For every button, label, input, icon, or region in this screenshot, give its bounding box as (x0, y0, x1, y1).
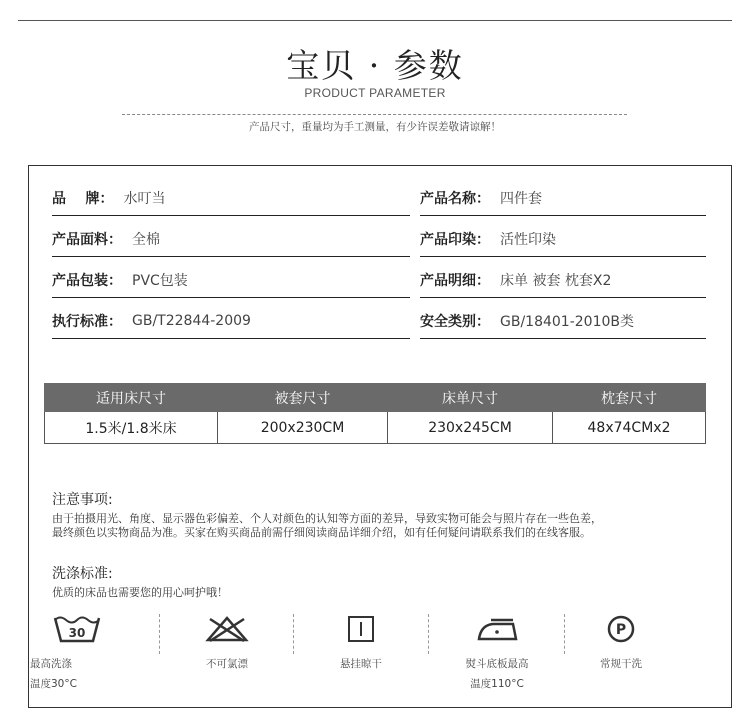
param-fabric (52, 222, 410, 257)
size-cell-sheet: 230x245CM (388, 412, 553, 444)
washing-heading: 洗涤标准: (52, 566, 113, 582)
care-caption-2: 温度30°C (30, 678, 77, 690)
size-header-duvet: 被套尺寸 (218, 384, 388, 412)
param-value: 水叮当 (123, 191, 166, 207)
param-printing (420, 222, 706, 257)
size-table (44, 383, 706, 444)
dry-clean-p-icon (566, 612, 676, 646)
top-divider (18, 20, 732, 21)
care-item-iron (442, 612, 552, 694)
page-subtitle: PRODUCT PARAMETER (304, 86, 446, 100)
care-divider (564, 614, 565, 654)
param-label: 产品印染： (420, 232, 490, 248)
param-product-name (420, 181, 706, 216)
param-label: 安全类别： (420, 314, 490, 330)
param-value: GB/18401-2010B类 (500, 314, 634, 330)
care-divider (293, 614, 294, 654)
iron-icon (442, 612, 552, 646)
size-header-bed: 适用床尺寸 (45, 384, 218, 412)
measurement-note: 产品尺寸，重量均为手工测量，有少许误差敬请谅解！ (249, 121, 501, 133)
size-cell-duvet: 200x230CM (218, 412, 388, 444)
washing-text: 优质的床品也需要您的用心呵护哦！ (52, 586, 228, 599)
param-standard (52, 304, 410, 339)
size-header-sheet: 床单尺寸 (388, 384, 553, 412)
param-details (420, 263, 706, 298)
care-item-wash (22, 612, 132, 694)
care-divider (159, 614, 160, 654)
notice-heading: 注意事项: (52, 492, 113, 508)
param-safety (420, 304, 706, 339)
param-brand (52, 181, 410, 216)
size-cell-pillowcase: 48x74CMx2 (553, 412, 706, 444)
size-table-header (45, 384, 706, 412)
svg-text:30: 30 (68, 626, 86, 640)
param-label: 执行标准： (52, 314, 122, 330)
size-header-pillowcase: 枕套尺寸 (553, 384, 706, 412)
notice-line-1: 由于拍摄用光、角度、显示器色彩偏差、个人对颜色的认知等方面的差异，导致实物可能会与照片存在一些色差， (52, 512, 602, 525)
page-title: 宝贝 · 参数 (286, 46, 464, 85)
param-value: 床单 被套 枕套X2 (500, 273, 612, 289)
no-bleach-icon (172, 612, 282, 646)
dashed-divider (122, 114, 627, 115)
param-label: 品 牌： (52, 191, 114, 207)
param-label: 产品面料： (52, 232, 122, 248)
care-caption-2: 温度110°C (470, 678, 524, 690)
care-item-bleach (172, 612, 282, 674)
hang-dry-icon (306, 612, 416, 646)
param-value: PVC包装 (132, 273, 188, 289)
care-caption: 不可氯漂 (206, 658, 248, 670)
page-header (0, 44, 750, 100)
notice-line-2: 最终颜色以实物商品为准。买家在购买商品前需仔细阅读商品详细介绍，如有任何疑问请联系我们的在线客服。 (52, 526, 591, 539)
wash-30-icon (22, 612, 132, 646)
param-value: 四件套 (500, 191, 542, 207)
param-label: 产品明细： (420, 273, 490, 289)
care-item-dry (306, 612, 416, 674)
svg-text:P: P (615, 622, 627, 638)
param-value: 全棉 (132, 232, 160, 248)
size-cell-bed: 1.5米/1.8米床 (45, 412, 218, 444)
param-value: GB/T22844-2009 (132, 313, 251, 329)
param-packaging (52, 263, 410, 298)
param-label: 产品名称： (420, 191, 490, 207)
care-caption: 熨斗底板最高 (465, 658, 529, 670)
care-item-dryclean (566, 612, 676, 674)
care-divider (428, 614, 429, 654)
care-caption: 常规干洗 (600, 658, 642, 670)
param-label: 产品包装： (52, 273, 122, 289)
table-row (45, 412, 706, 444)
param-value: 活性印染 (500, 232, 556, 248)
care-caption: 最高洗涤 (30, 658, 72, 670)
care-caption: 悬挂晾干 (340, 658, 382, 670)
